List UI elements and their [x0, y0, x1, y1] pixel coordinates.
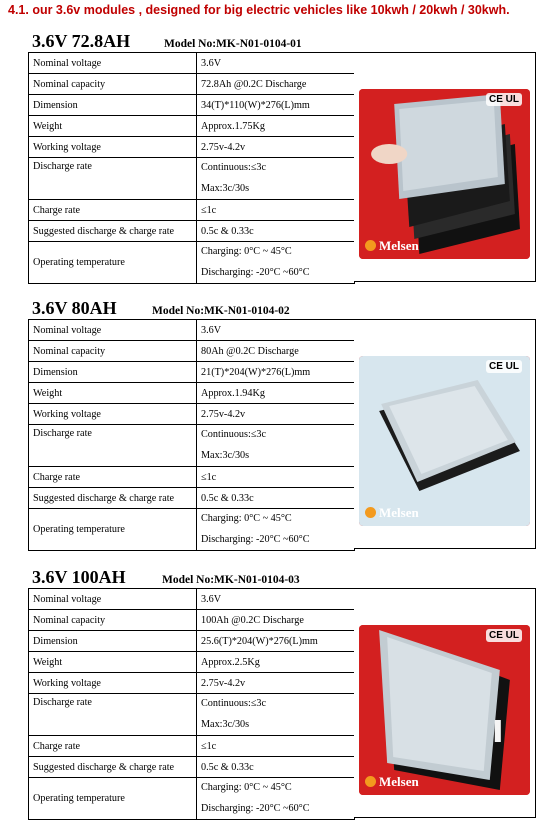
spec-value: 2.75v-4.2v [197, 673, 355, 694]
spec-row-operating-temperature [29, 242, 355, 284]
spec-row-operating-temperature [29, 509, 355, 551]
spec-value-charging: Charging: 0°C ~ 45°C [201, 782, 292, 793]
spec-value: 3.6V [197, 589, 355, 610]
spec-label: Discharge rate [29, 425, 197, 467]
product-photo [359, 89, 530, 259]
spec-label: Working voltage [29, 137, 197, 158]
certification-marks: CE UL [486, 93, 522, 106]
spec-value-discharging: Discharging: -20°C ~60°C [201, 266, 310, 278]
module-title-bar [28, 30, 536, 52]
certification-marks: CE UL [486, 629, 522, 642]
spec-value-charging: Charging: 0°C ~ 45°C [201, 246, 292, 257]
spec-row-suggested-rate [29, 488, 355, 509]
spec-label: Dimension [29, 362, 197, 383]
brand-name: Melsen [379, 238, 419, 253]
module-block-2 [28, 297, 536, 545]
spec-value: 80Ah @0.2C Discharge [197, 341, 355, 362]
spec-value: Approx.1.94Kg [197, 383, 355, 404]
spec-value: 3.6V [197, 53, 355, 74]
spec-row-nominal-voltage [29, 320, 355, 341]
spec-row-working-voltage [29, 404, 355, 425]
spec-label: Nominal voltage [29, 53, 197, 74]
product-image-panel [354, 319, 536, 549]
spec-label: Charge rate [29, 200, 197, 221]
spec-label: Nominal capacity [29, 74, 197, 95]
spec-row-charge-rate [29, 736, 355, 757]
brand-logo [365, 774, 419, 790]
spec-label: Dimension [29, 95, 197, 116]
spec-label: Suggested discharge & charge rate [29, 488, 197, 509]
spec-row-discharge-rate [29, 425, 355, 467]
spec-label: Discharge rate [29, 158, 197, 200]
spec-row-dimension [29, 631, 355, 652]
brand-name: Melsen [379, 505, 419, 520]
spec-row-discharge-rate [29, 158, 355, 200]
spec-row-discharge-rate [29, 694, 355, 736]
spec-row-working-voltage [29, 137, 355, 158]
spec-row-dimension [29, 95, 355, 116]
spec-label: Working voltage [29, 673, 197, 694]
spec-label: Weight [29, 652, 197, 673]
section-heading: 4.1. our 3.6v modules , designed for big electric vehicles like 10kwh / 20kwh / 30kwh. [8, 3, 510, 17]
certification-marks: CE UL [486, 360, 522, 373]
spec-row-nominal-voltage [29, 589, 355, 610]
spec-row-nominal-capacity [29, 74, 355, 95]
spec-value-continuous: Continuous:≤3c [201, 162, 267, 173]
spec-value: ≤1c [197, 467, 355, 488]
spec-label: Operating temperature [29, 509, 197, 551]
spec-value: 3.6V [197, 320, 355, 341]
spec-label: Suggested discharge & charge rate [29, 221, 197, 242]
module-title-bar [28, 297, 536, 319]
spec-value: 21(T)*204(W)*276(L)mm [197, 362, 355, 383]
spec-label: Nominal capacity [29, 610, 197, 631]
spec-value: 2.75v-4.2v [197, 137, 355, 158]
spec-row-nominal-capacity [29, 610, 355, 631]
module-capacity-title: 3.6V 72.8AH [32, 31, 131, 51]
spec-value-max: Max:3c/30s [201, 182, 250, 194]
spec-value: 34(T)*110(W)*276(L)mm [197, 95, 355, 116]
spec-value: ≤1c [197, 736, 355, 757]
spec-value: 72.8Ah @0.2C Discharge [197, 74, 355, 95]
spec-label: Discharge rate [29, 694, 197, 736]
spec-row-nominal-voltage [29, 53, 355, 74]
spec-label: Operating temperature [29, 242, 197, 284]
spec-table [28, 52, 355, 284]
spec-row-operating-temperature [29, 778, 355, 820]
spec-value-charging: Charging: 0°C ~ 45°C [201, 513, 292, 524]
module-model-number: Model No:MK-N01-0104-01 [164, 38, 302, 50]
module-title-bar [28, 566, 536, 588]
module-capacity-title: 3.6V 100AH [32, 567, 126, 587]
spec-value: Approx.1.75Kg [197, 116, 355, 137]
battery-module-illustration [359, 89, 530, 259]
spec-value: ≤1c [197, 200, 355, 221]
product-photo [359, 625, 530, 795]
brand-dot-icon [365, 776, 376, 787]
brand-logo [365, 238, 419, 254]
spec-row-dimension [29, 362, 355, 383]
module-block-1 [28, 30, 536, 278]
product-image-panel [354, 52, 536, 282]
module-block-3 [28, 566, 536, 814]
spec-row-working-voltage [29, 673, 355, 694]
product-photo [359, 356, 530, 526]
spec-value-continuous: Continuous:≤3c [201, 429, 267, 440]
spec-table [28, 319, 355, 551]
spec-value: 2.75v-4.2v [197, 404, 355, 425]
product-image-panel [354, 588, 536, 818]
brand-logo [365, 505, 419, 521]
module-capacity-title: 3.6V 80AH [32, 298, 117, 318]
spec-table [28, 588, 355, 820]
spec-label: Weight [29, 383, 197, 404]
spec-value: 0.5c & 0.33c [197, 757, 355, 778]
spec-value: 0.5c & 0.33c [197, 488, 355, 509]
brand-dot-icon [365, 240, 376, 251]
spec-value: 25.6(T)*204(W)*276(L)mm [197, 631, 355, 652]
spec-row-weight [29, 652, 355, 673]
spec-row-weight [29, 383, 355, 404]
spec-row-suggested-rate [29, 757, 355, 778]
spec-row-suggested-rate [29, 221, 355, 242]
spec-label: Nominal capacity [29, 341, 197, 362]
spec-label: Charge rate [29, 736, 197, 757]
spec-label: Suggested discharge & charge rate [29, 757, 197, 778]
spec-label: Weight [29, 116, 197, 137]
spec-label: Operating temperature [29, 778, 197, 820]
brand-dot-icon [365, 507, 376, 518]
spec-value-max: Max:3c/30s [201, 449, 250, 461]
spec-value-continuous: Continuous:≤3c [201, 698, 267, 709]
spec-value: 0.5c & 0.33c [197, 221, 355, 242]
spec-value-discharging: Discharging: -20°C ~60°C [201, 802, 310, 814]
battery-module-illustration [359, 356, 530, 526]
spec-label: Charge rate [29, 467, 197, 488]
spec-value: Approx.2.5Kg [197, 652, 355, 673]
spec-label: Nominal voltage [29, 589, 197, 610]
spec-label: Nominal voltage [29, 320, 197, 341]
spec-value: 100Ah @0.2C Discharge [197, 610, 355, 631]
module-model-number: Model No:MK-N01-0104-02 [152, 305, 290, 317]
spec-label: Dimension [29, 631, 197, 652]
spec-row-charge-rate [29, 200, 355, 221]
module-model-number: Model No:MK-N01-0104-03 [162, 574, 300, 586]
spec-value-max: Max:3c/30s [201, 718, 250, 730]
spec-value-discharging: Discharging: -20°C ~60°C [201, 533, 310, 545]
battery-module-illustration [359, 625, 530, 795]
spec-label: Working voltage [29, 404, 197, 425]
spec-row-nominal-capacity [29, 341, 355, 362]
brand-name: Melsen [379, 774, 419, 789]
spec-row-weight [29, 116, 355, 137]
spec-row-charge-rate [29, 467, 355, 488]
